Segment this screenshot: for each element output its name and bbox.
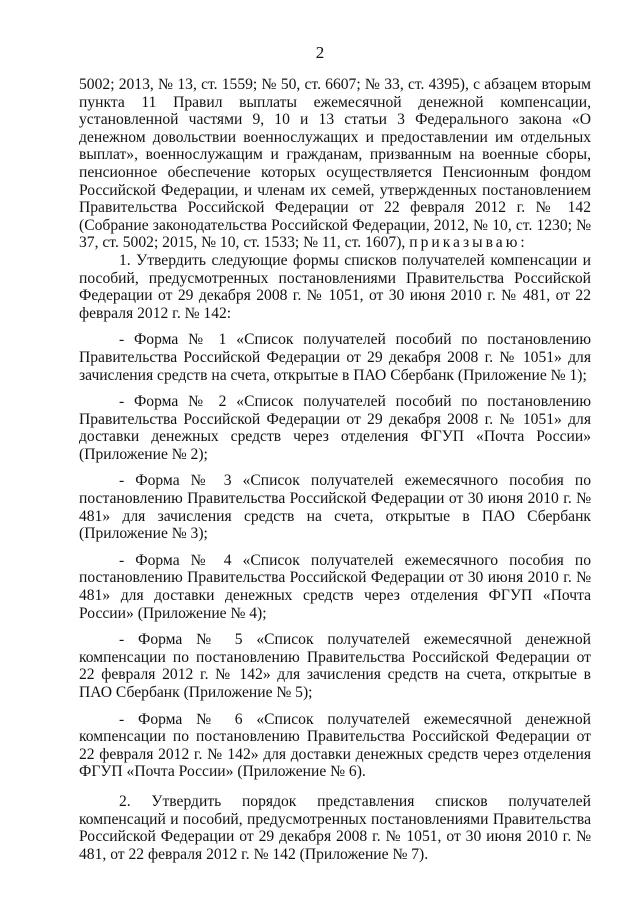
document-body: [79, 76, 591, 863]
form-5-item: - Форма № 5 «Список получателей ежемесячной денежной компенсации по постановлению Правительства Российской Федерации от 22 февраля 2012 г. № 142» для зачисления средств на счета, открытые в ПАО Сбербанк (Приложение № 5);: [79, 631, 591, 701]
form-4-item: - Форма № 4 «Список получателей ежемесячного пособия по постановлению Правительства Российской Федерации от 30 июня 2010 г. № 481» для доставки денежных средств через отделения ФГУП «Почта России» (Приложение № 4);: [79, 551, 591, 622]
form-1-item: - Форма № 1 «Список получателей пособий по постановлению Правительства Российской Федерации от 29 декабря 2008 г. № 1051» для зачисления средств на счета, открытые в ПАО Сбербанк (Приложение № 1);: [79, 331, 591, 384]
order-word: приказываю:: [409, 234, 528, 252]
form-3-item: - Форма № 3 «Список получателей ежемесячного пособия по постановлению Правительства Российской Федерации от 30 июня 2010 г. № 481» для зачисления средств на счета, открытые в ПАО Сбербанк (Приложение № 3);: [79, 472, 591, 543]
form-6-item: - Форма № 6 «Список получателей ежемесячной денежной компенсации по постановлению Правительства Российской Федерации от 22 февраля 2012 г. № 142» для доставки денежных средств через отделения ФГУП «Почта России» (Приложение № 6).: [79, 710, 591, 781]
item-2-paragraph: 2. Утвердить порядок представления списков получателей компенсаций и пособий, предусмотренных постановлениями Правительства Российской Федерации от 29 декабря 2008 г. № 1051, от 30 июня 2010 г. № 481, от 22 февраля 2012 г. № 142 (Приложение № 7).: [79, 792, 591, 863]
form-2-item: - Форма № 2 «Список получателей пособий по постановлению Правительства Российской Федерации от 29 декабря 2008 г. № 1051» для доставки денежных средств через отделения ФГУП «Почта России» (Приложение № 2);: [79, 393, 591, 463]
preamble-paragraph: [79, 76, 591, 252]
page-number: 2: [315, 43, 325, 62]
item-1-paragraph: 1. Утвердить следующие формы списков получателей компенсации и пособий, предусмотренных постановлениями Правительства Российской Федерации от 29 декабря 2008 г. № 1051, от 30 июня 2010 г. № 481, от 22 февраля 2012 г. № 142:: [79, 251, 591, 322]
preamble-text: 5002; 2013, № 13, ст. 1559; № 50, ст. 6607; № 33, ст. 4395), с абзацем вторым пункта 11 Правил выплаты ежемесячной денежной компенсации, установленной частями 9, 10 и 13 статьи 3 Федерального закона «О денежном довольствии военнослужащих и предоставлении им отдельных выплат», военнослужащим и гражданам, призванным на военные сборы, пенсионное обеспечение которых осуществляется Пенсионным фондом Российской Федерации, и членам их семей, утвержденных постановлением Правительства Российской Федерации от 22 февраля 2012 г. № 142 (Собрание законодательства Российской Федерации, 2012, № 10, ст. 1230; № 37, ст. 5002; 2015, № 10, ст. 1533; № 11, ст. 1607),: [79, 76, 591, 252]
